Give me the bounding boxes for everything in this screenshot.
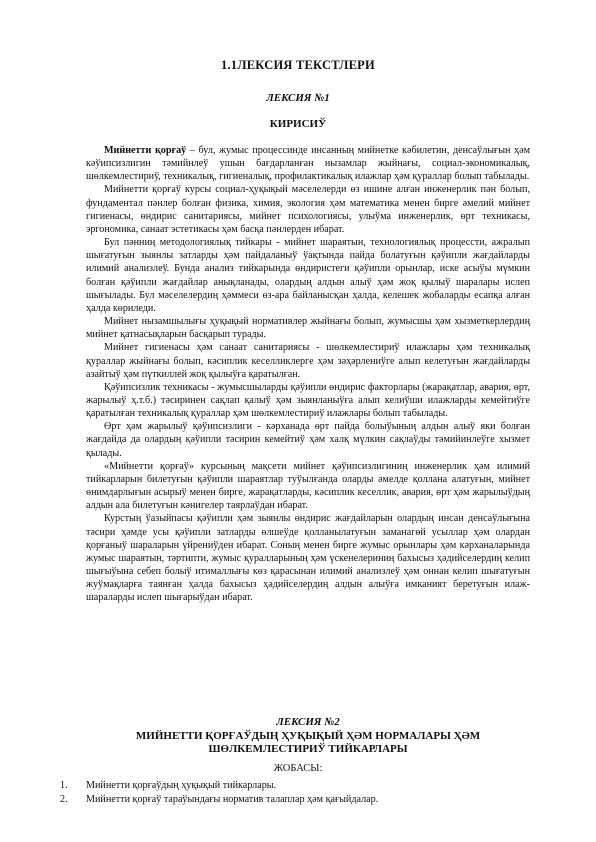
list-text: Мийнетти қорғаў тараўындағы норматив талаплар ҳəм қағыйдалар. — [86, 794, 379, 805]
paragraph: Бул пəнниң методологиялық тийкары - мийнет шараятын, технологиялық процессти, ажралып шығатуғын зыянлы затларды ҳəм пайдаланыў ўақтында пайда болатуғын қəўипли жағдайларды илимий анализлеў. Бунда анализ тийкарында өндиристеги қəўипли орынлар, иске асыўы мүмкин болған қəўипли жағдайлар анықланады, олардың алдын алыў ҳəм жоқ қылыў шаралары ислеп шығылады. Бул мəселелердиң ҳəммеси өз-ара байланысқан ҳалда, келешек жобаларды есапқа алған ҳалда көриледи. — [86, 237, 530, 314]
paragraph-text: – бул, жумыс процессинде инсанның мийнетке кəбилетин, денсаўлығын ҳəм кəўипсизлигин тəмийнлеў ушын бағдарланған нызамлар жыйнағы, социал-экономикалық, шөлкемлестириў, техникалық, гигиеналық, профилактикалық илажлар ҳəм қураллар болып табылады. — [86, 145, 530, 183]
lecture-2-number: ЛЕКСИЯ №2 — [276, 716, 340, 728]
paragraph: Мийнет нызамшылығы ҳуқықый нормативлер жыйнағы болып, жумысшы ҳəм хызметкерлердиң мийнет қатнасықларын басқарып турады. — [86, 316, 530, 341]
paragraph: Өрт ҳəм жарылыў қəўипсизлиги - кəрханада өрт пайда болыўының алдын алыў яки болған жағдайда да олардың қəўипли тəсирин кемейтиў ҳəм халқ мүлкин сақлаўды тəмийинлеўге хызмет қылады. — [86, 421, 530, 459]
paragraph — [86, 144, 530, 183]
list-number: 1. — [60, 780, 68, 791]
list-item — [60, 779, 530, 793]
lecture-2-title: МИЙНЕТТИ ҚОРҒАЎДЫҢ ҲУҚЫҚЫЙ ҲƏМ НОРМАЛАРЫ ҲƏМ ШӨЛКЕМЛЕСТИРИЎ ТИЙКАРЛАРЫ — [135, 729, 481, 755]
list-number: 2. — [60, 794, 68, 805]
paragraph: Мийнетти қорғаў курсы социал-ҳуқықый мəселелерди өз ишине алған инженерлик пəн болып, фундаментал пəнлер болған физика, химия, экология ҳəм математика менен бирге əмелий мийнет гигиенасы, өндирис санитариясы, мийнет психологиясы, улыўма инженерлик, өрт техникасы, эргономика, санаат эстетикасы ҳəм басқа пəнлерден ибарат. — [86, 184, 530, 235]
plan-label: ЖОБАСЫ: — [273, 763, 323, 774]
term-bold: Мийнетти қорғаў — [104, 145, 187, 156]
lecture-1-number: ЛЕКСИЯ №1 — [266, 92, 330, 104]
paragraph: Курстың ўазыйпасы қəўипли ҳəм зыянлы өндирис жағдайларын олардың инсан денсаўлығына тəсири ҳəмде усы қəўипли затларды өлшеўде қолланылатуғын заманагөй усыллар ҳəм олардан қорғаныў шараларын үйрениўден ибарат. Соның менен бирге жумыс орынлары ҳəм кəрханаларында жумыс шараятын, тəртипти, жумыс қуралларының ҳəм үскенелериниң бахысыз ҳəдийселердиң келип шығыўына себеп болыў итималлығы көз қарасынан илимий анализлеў ҳəм оннан келип шығатуғын жуўмақларға таянған ҳалда бахысыз ҳəдийселердиң алдын алыўға имканият беретуғын илаж-шараларды ислеп шығарыўдан ибарат. — [86, 513, 530, 604]
section-title: 1.1ЛЕКСИЯ ТЕКСТЛЕРИ — [221, 58, 375, 72]
paragraph: «Мийнетти қорғаў» курсының мақсети мийнет қəўипсизлигиниң инженерлик ҳəм илимий тийкарларын билетуғын қəўипли шараятлар туўылғанда оларды əмелде қоллана алатуғын, мийнет өнимдарлығын асырыў менен бирге, жарақатларды, кəсиплик кеселлик, авария, өрт ҳəм жарылыўдың алдын ала билетуғын кəнигелер таярлаўдан ибарат. — [86, 460, 530, 512]
paragraph: Мийнет гигиенасы ҳəм санаат санитариясы - шөлкемлестириў илажлары ҳəм техникалық қураллар жыйнағы болып, кəсиплик кеселликлерге ҳəм зəҳəрлениўге алып келетуғын жағдайларды азайтыў ҳəм пүткиллей жоқ қылыўға қаратылған. — [86, 342, 530, 380]
lecture-1-heading: КИРИСИЎ — [269, 118, 327, 130]
list-item — [60, 793, 530, 807]
list-text: Мийнетти қорғаўдың ҳуқықый тийкарлары. — [86, 780, 277, 791]
plan-list — [60, 779, 530, 807]
lecture-1-body — [86, 144, 530, 604]
paragraph: Қəўипсизлик техникасы - жумысшыларды қəўипли өндирис факторлары (жарақатлар, авария, өрт, жарылыў ҳ.т.б.) тəсиринен сақлап қалыў ҳəм зыянланыўға алып келиўши илажларды кемейтиўге қаратылған техникалық қураллар ҳəм шөлкемлестириў илажлары болып табылады. — [86, 381, 530, 420]
lecture-2-header — [86, 716, 530, 757]
